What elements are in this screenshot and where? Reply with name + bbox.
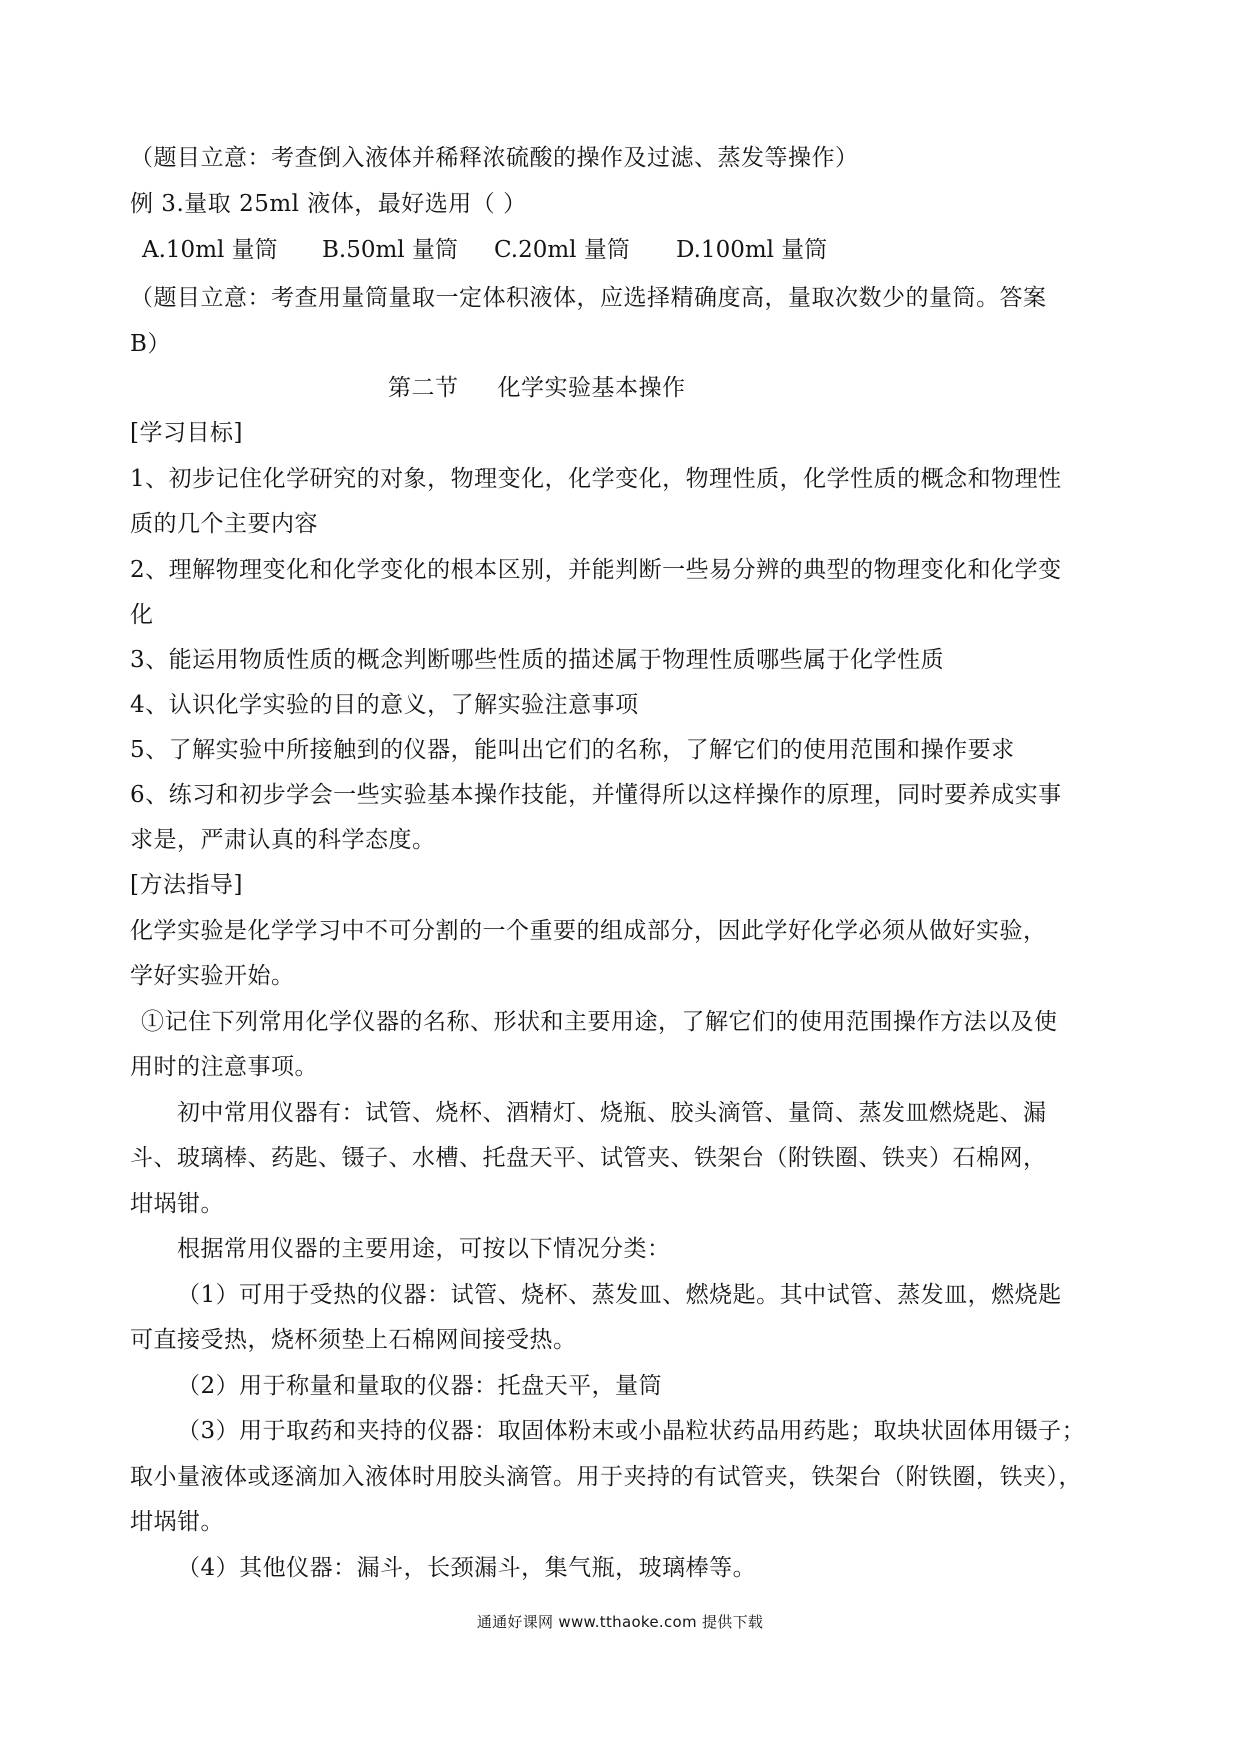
category-1-line2: 可直接受热，烧杯须垫上石棉网间接受热。 (130, 1327, 577, 1353)
objectives-heading: [学习目标] (130, 420, 243, 446)
item-1-line1: ①记住下列常用化学仪器的名称、形状和主要用途，了解它们的使用范围操作方法以及使 (141, 1009, 1058, 1035)
category-3-line3: 坩埚钳。 (130, 1509, 224, 1535)
instruments-line1: 初中常用仪器有：试管、烧杯、酒精灯、烧瓶、胶头滴管、量筒、蒸发皿燃烧匙、漏 (177, 1100, 1047, 1126)
option-d: D.100ml 量筒 (676, 237, 828, 263)
page-footer: 通通好课网 www.tthaoke.com 提供下载 (476, 1613, 764, 1631)
objective-3: 3、能运用物质性质的概念判断哪些性质的描述属于物理性质哪些属于化学性质 (130, 647, 945, 673)
category-2: （2）用于称量和量取的仪器：托盘天平，量筒 (177, 1373, 663, 1399)
option-b: B.50ml 量筒 (322, 237, 458, 263)
option-c: C.20ml 量筒 (494, 237, 630, 263)
method-line2: 学好实验开始。 (130, 963, 295, 989)
objective-1-line1: 1、初步记住化学研究的对象，物理变化，化学变化，物理性质，化学性质的概念和物理性 (130, 466, 1062, 492)
question-intent-note-2-line2: B） (130, 331, 171, 357)
objective-6-line2: 求是，严肃认真的科学态度。 (130, 827, 436, 853)
method-heading: [方法指导] (130, 872, 243, 898)
objective-5: 5、了解实验中所接触到的仪器，能叫出它们的名称，了解它们的使用范围和操作要求 (130, 737, 1015, 763)
instruments-line2: 斗、玻璃棒、药匙、镊子、水槽、托盘天平、试管夹、铁架台（附铁圈、铁夹）石棉网， (130, 1145, 1047, 1171)
option-a: A.10ml 量筒 (142, 237, 278, 263)
section-title: 第二节 化学实验基本操作 (388, 375, 686, 401)
category-1-line1: （1）可用于受热的仪器：试管、烧杯、蒸发皿、燃烧匙。其中试管、蒸发皿，燃烧匙 (177, 1282, 1062, 1308)
question-intent-note-2-line1: （题目立意：考查用量筒量取一定体积液体，应选择精确度高，量取次数少的量筒。答案 (130, 285, 1047, 311)
objective-6-line1: 6、练习和初步学会一些实验基本操作技能，并懂得所以这样操作的原理，同时要养成实事 (130, 782, 1062, 808)
item-1-line2: 用时的注意事项。 (130, 1054, 318, 1080)
question-intent-note-1: （题目立意：考查倒入液体并稀释浓硫酸的操作及过滤、蒸发等操作） (130, 145, 859, 171)
category-3-line2: 取小量液体或逐滴加入液体时用胶头滴管。用于夹持的有试管夹，铁架台（附铁圈，铁夹）， (130, 1464, 1082, 1490)
instruments-line3: 坩埚钳。 (130, 1191, 224, 1217)
classification-intro: 根据常用仪器的主要用途，可按以下情况分类： (177, 1236, 671, 1262)
category-3-line1: （3）用于取药和夹持的仪器：取固体粉末或小晶粒状药品用药匙；取块状固体用镊子； (177, 1418, 1086, 1444)
objective-2-line1: 2、理解物理变化和化学变化的根本区别，并能判断一些易分辨的典型的物理变化和化学变 (130, 557, 1062, 583)
objective-4: 4、认识化学实验的目的意义，了解实验注意事项 (130, 692, 639, 718)
answer-options (142, 235, 827, 265)
example-3-question: 例 3.量取 25ml 液体，最好选用（ ） (130, 191, 527, 217)
objective-1-line2: 质的几个主要内容 (130, 511, 318, 537)
method-line1: 化学实验是化学学习中不可分割的一个重要的组成部分，因此学好化学必须从做好实验， (130, 918, 1047, 944)
objective-2-line2: 化 (130, 602, 154, 628)
category-4: （4）其他仪器：漏斗，长颈漏斗，集气瓶，玻璃棒等。 (177, 1555, 757, 1581)
